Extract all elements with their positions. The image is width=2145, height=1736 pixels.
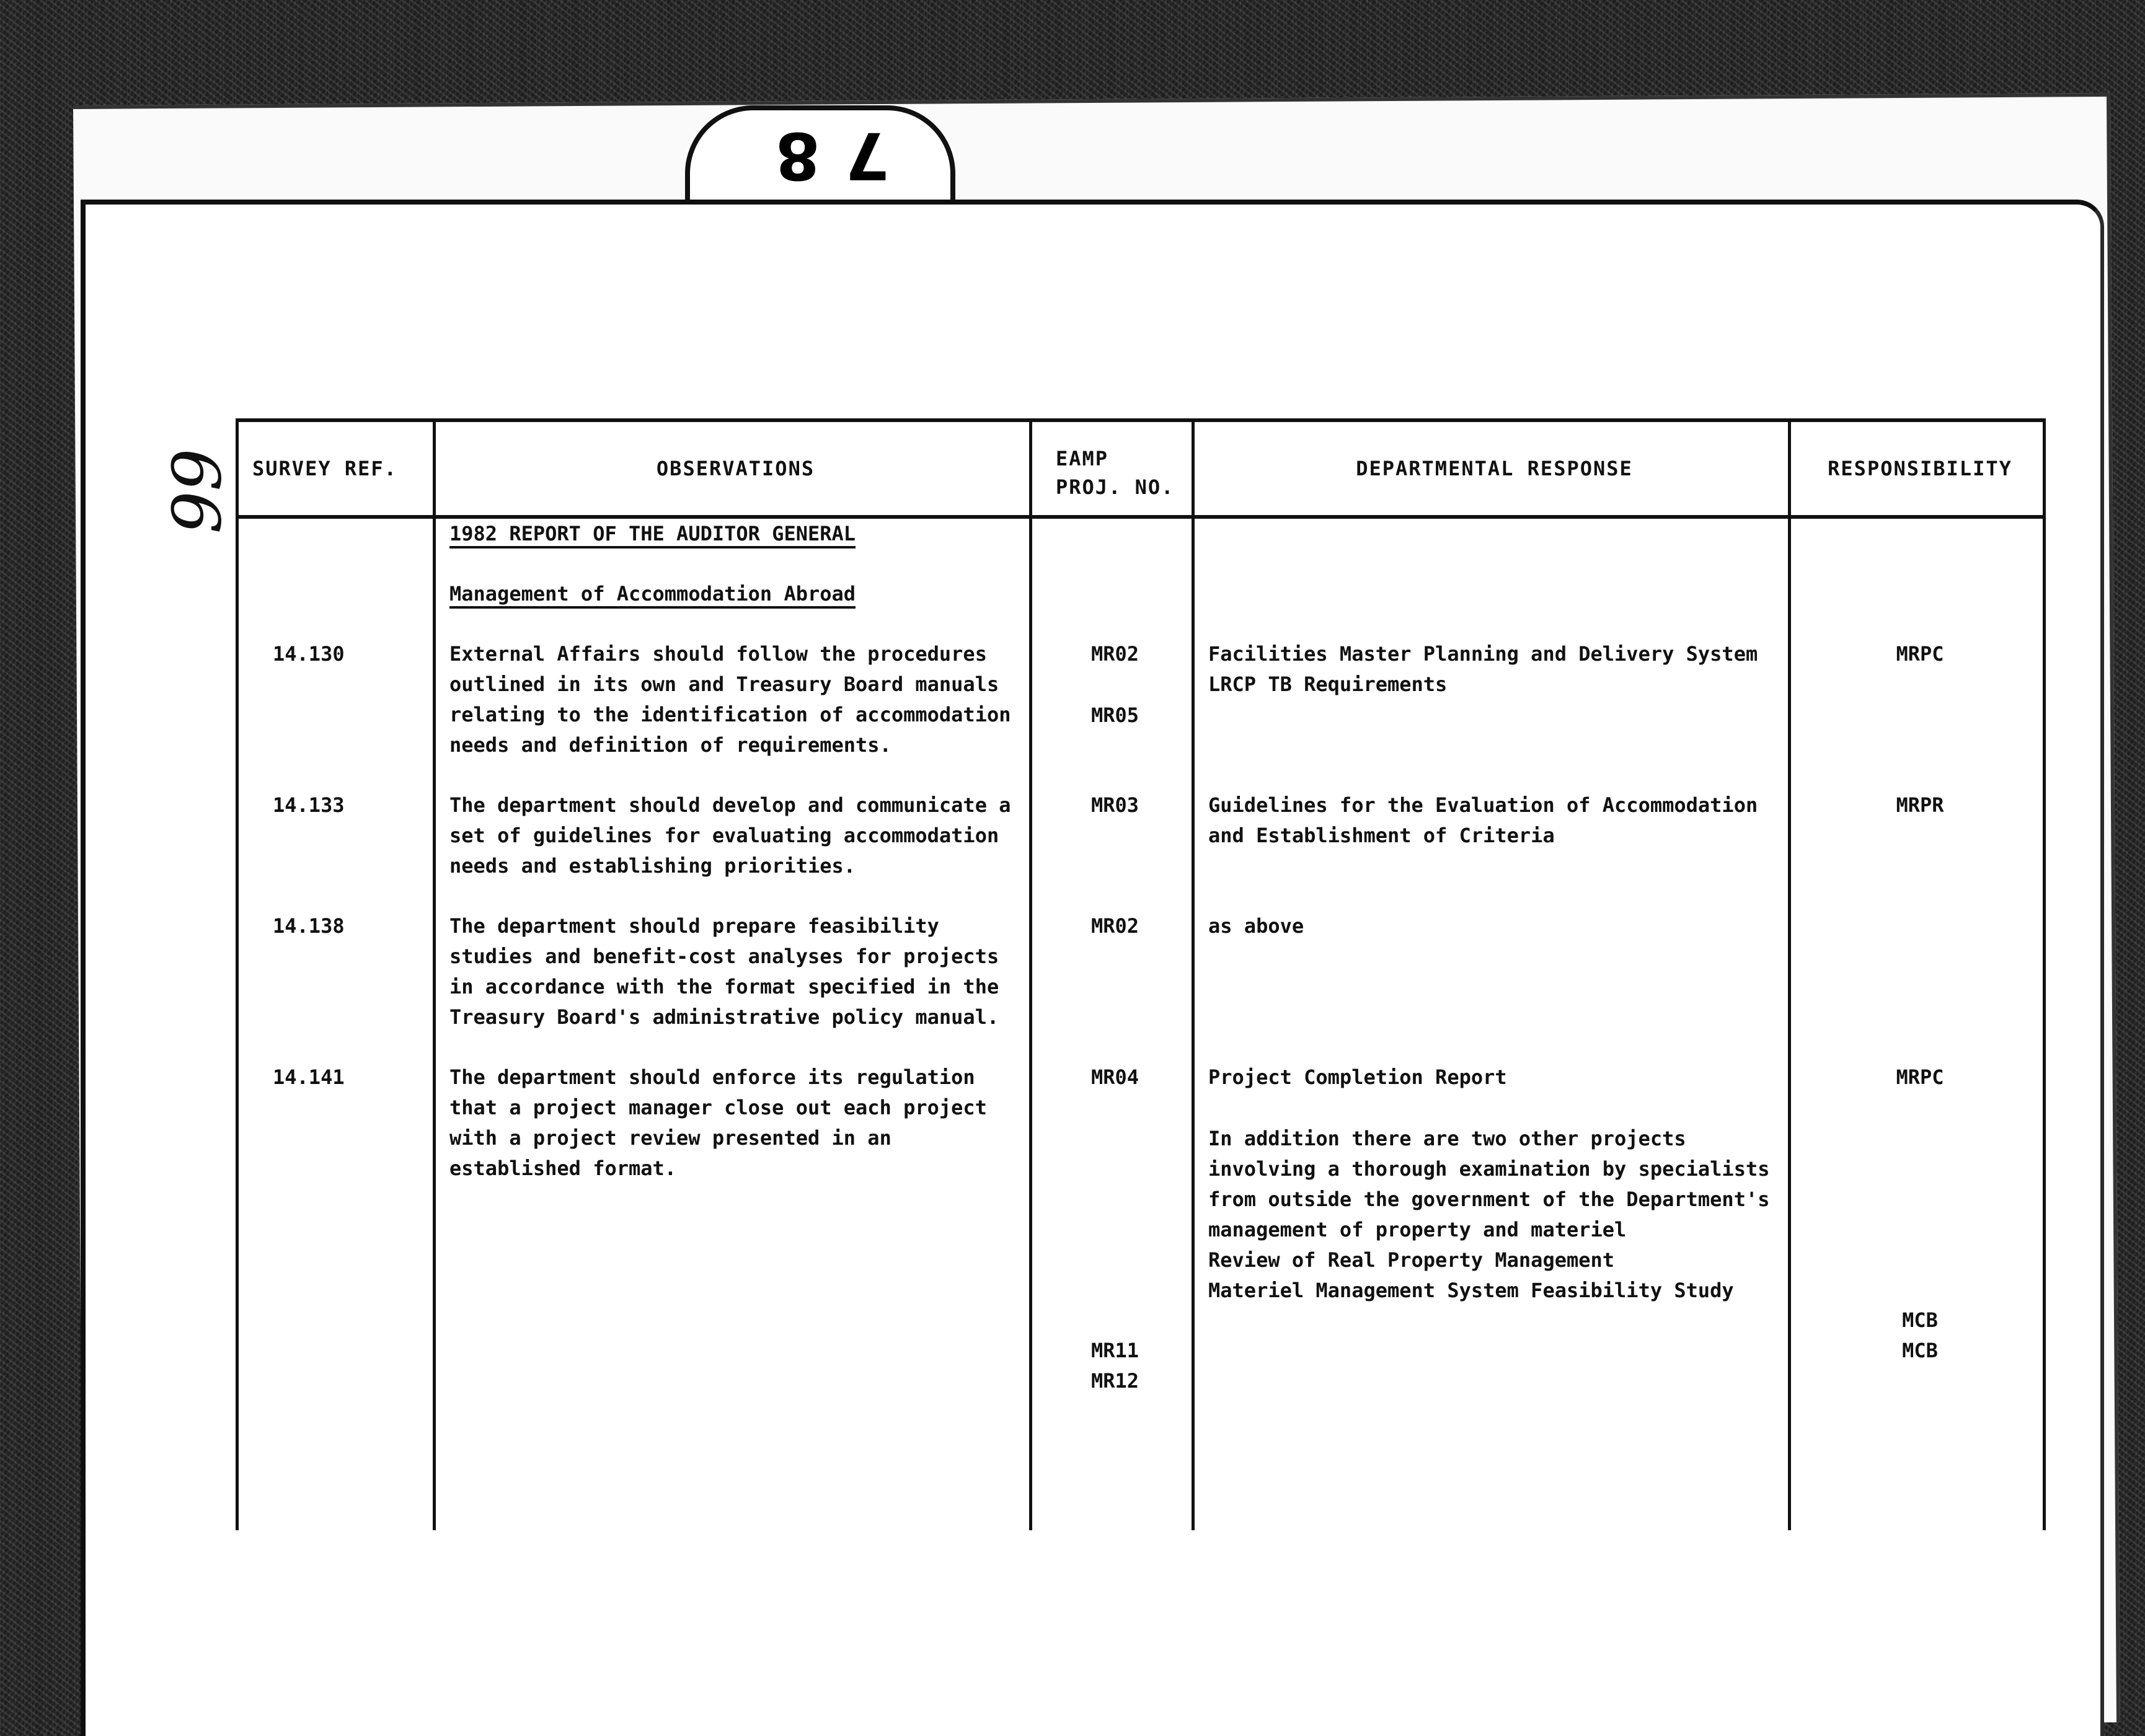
project-cell [1031,790,1193,911]
section-cell [435,517,1031,579]
survey-ref-cell: 14.141 [237,1062,435,1426]
subsection-row [237,579,2045,639]
header-eamp-line2: PROJ. NO. [1056,475,1175,499]
response-text: LRCP TB Requirements [1208,672,1448,696]
empty-cell [435,1426,1031,1530]
project-number: MR04 [1090,1065,1139,1089]
survey-ref-cell: 14.138 [237,911,435,1062]
spacer [1805,1093,2035,1305]
responsibility-cell: MRPC [1790,639,2045,790]
spacer [1046,1093,1184,1336]
responsibility-cell [1790,1062,2045,1426]
project-cell [1031,639,1193,790]
project-cell [1031,1062,1193,1426]
survey-ref-cell: 14.130 [237,639,435,790]
response-text: Guidelines for the Evaluation of Accommodation and Establishment of Criteria [1208,793,1758,847]
responsibility-code: MRPC [1896,1065,1944,1089]
responsibility-code: MCB [1902,1308,1938,1332]
table-row [237,1062,2045,1426]
table-tail-row [237,1426,2045,1530]
header-departmental-response: DEPARTMENTAL RESPONSE [1193,420,1790,517]
section-row [237,517,2045,579]
table-row [237,639,2045,790]
table-header-row [237,420,2045,517]
empty-cell [1193,579,1790,639]
header-survey-ref: SURVEY REF. [237,420,435,517]
audit-response-table [236,418,2046,1530]
empty-cell [237,1426,435,1530]
header-eamp-proj-no [1031,420,1193,517]
empty-cell [237,579,435,639]
section-title: 1982 REPORT OF THE AUDITOR GENERAL [449,522,856,545]
folder-tab [685,105,955,209]
observation-cell: External Affairs should follow the procedures outlined in its own and Treasury Board manuals relating to the identification of accommodation needs and definition of requirements. [435,639,1031,790]
project-number: MR12 [1090,1369,1139,1393]
subsection-title: Management of Accommodation Abroad [449,582,856,606]
project-number: MR02 [1090,914,1139,938]
response-text: Materiel Management System Feasibility Study [1208,1279,1734,1302]
empty-cell [1790,517,2045,579]
empty-cell [1790,1426,2045,1530]
empty-cell [1790,579,2045,639]
response-cell [1193,790,1790,911]
project-number: MR02 [1090,642,1139,666]
header-observations: OBSERVATIONS [435,420,1031,517]
empty-cell [1031,579,1193,639]
response-text: Review of Real Property Management [1208,1248,1615,1272]
project-number: MR11 [1090,1339,1139,1362]
response-text: Facilities Master Planning and Delivery System [1208,642,1758,666]
empty-cell [1193,517,1790,579]
responsibility-code: MCB [1902,1339,1938,1362]
empty-cell [1193,1426,1790,1530]
response-note: In addition there are two other projects involving a thorough examination by specialists from outside the government of the Department's management of property and materiel [1208,1127,1770,1241]
subsection-cell [435,579,1031,639]
response-text: as above [1208,914,1304,938]
table-row [237,911,2045,1062]
project-cell [1031,911,1193,1062]
empty-cell [1031,517,1193,579]
survey-ref-cell: 14.133 [237,790,435,911]
response-cell [1193,639,1790,790]
empty-cell [237,517,435,579]
response-text: Project Completion Report [1208,1065,1507,1089]
observation-cell: The department should prepare feasibility studies and benefit-cost analyses for projects in accordance with the format specified in the Treasury Board's administrative policy manual. [435,911,1031,1062]
observation-cell: The department should develop and communicate a set of guidelines for evaluating accommodation needs and establishing priorities. [435,790,1031,911]
empty-cell [1031,1426,1193,1530]
folder-tab-number: 78 [750,118,890,193]
handwritten-page-number: 66 [156,448,234,534]
header-eamp-line1: EAMP [1056,447,1109,470]
project-number: MR05 [1090,703,1139,727]
project-number: MR03 [1090,793,1139,817]
table-row [237,790,2045,911]
responsibility-cell [1790,911,2045,1062]
header-responsibility: RESPONSIBILITY [1790,420,2045,517]
responsibility-cell: MRPR [1790,790,2045,911]
observation-cell: The department should enforce its regulation that a project manager close out each project with a project review presented in an established format. [435,1062,1031,1426]
response-cell [1193,911,1790,1062]
response-cell [1193,1062,1790,1426]
